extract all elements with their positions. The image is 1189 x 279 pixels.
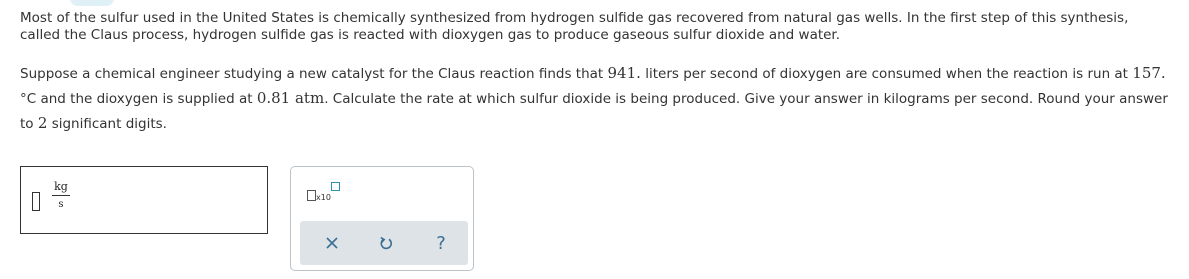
action-toolbar [300,221,468,265]
unit-denominator: s [58,199,64,210]
problem-question [20,61,1175,136]
problem-intro [20,10,1170,43]
question-text-1: Suppose a chemical engineer studying a new catalyst for the Claus reaction finds that [20,66,608,82]
undo-button[interactable] [375,232,397,254]
pressure-unit: atm [290,89,325,107]
x10-label: x10 [316,193,331,202]
answer-unit [52,181,70,211]
question-text-3: and the dioxygen is supplied at [36,91,257,107]
answer-input[interactable] [32,192,40,211]
top-tab-decoration [70,0,114,6]
unit-numerator: kg [54,180,68,193]
sig-figs-value: 2 [37,114,48,132]
flow-value: 941. [607,64,641,82]
help-icon: ? [436,232,446,254]
pressure-value: 0.81 [256,89,291,107]
intro-text: Most of the sulfur used in the United States is chemically synthesized from hydrogen sulfide gas recovered from natural gas wells. In the first step of this synthesis, called the Claus process, hydrogen sulfide gas is reacted with dioxygen gas to produce gaseous sulfur dioxide and water. [20,10,1129,43]
help-button[interactable] [430,232,452,254]
question-text-5: significant digits. [47,116,167,132]
question-text-2: liters per second of dioxygen are consumed when the reaction is run at [640,66,1133,82]
close-icon [326,237,338,249]
math-tool-panel [290,166,474,271]
fraction-bar [52,195,70,196]
undo-icon [379,235,393,251]
question-text-4: . Calculate the rate at which sulfur dioxide is being produced. Give your answer in kilograms per second. Round your answer to [20,91,1168,132]
exponent-box-icon [331,182,340,191]
scientific-notation-button[interactable] [307,182,343,204]
mantissa-box-icon [307,190,316,201]
answer-area [20,166,268,234]
clear-button[interactable] [321,232,343,254]
temperature-unit: °C [20,91,37,107]
temperature-value: 157. [1132,64,1166,82]
